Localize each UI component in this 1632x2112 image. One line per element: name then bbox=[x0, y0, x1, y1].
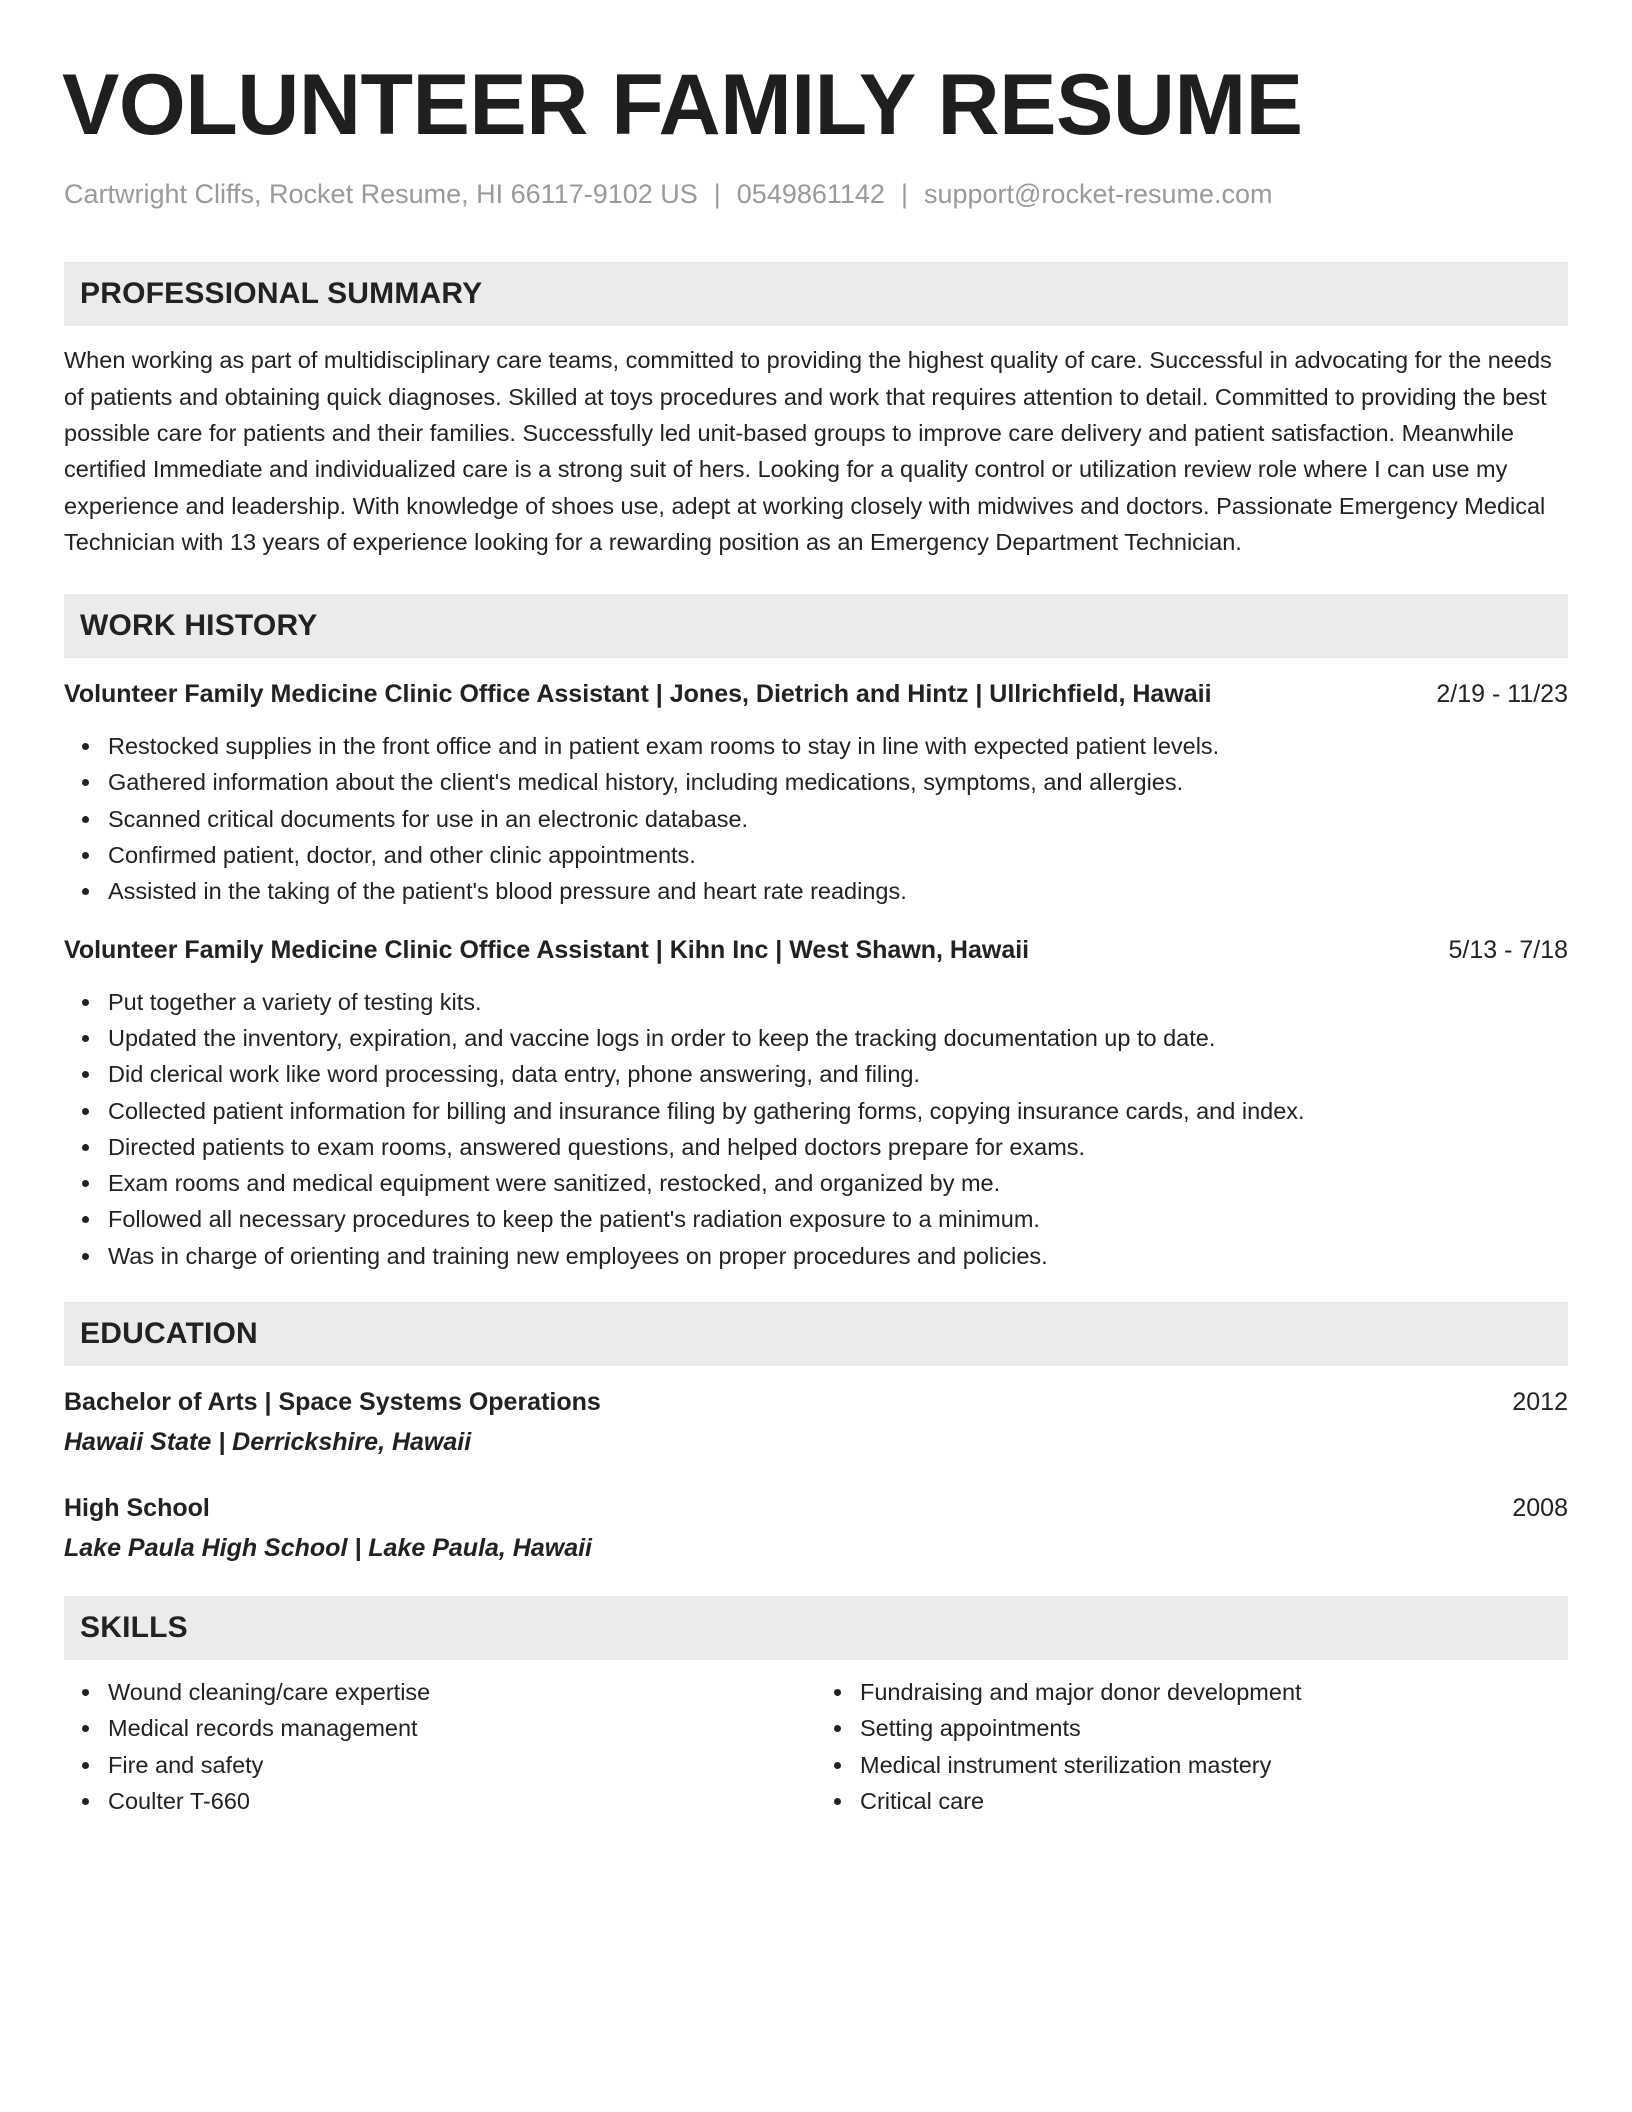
skills-list-right bbox=[816, 1674, 1568, 1819]
job-bullets bbox=[64, 984, 1568, 1274]
job-bullet: Scanned critical documents for use in an electronic database. bbox=[108, 801, 1568, 837]
skill-item: Wound cleaning/care expertise bbox=[108, 1674, 816, 1710]
skills-columns bbox=[64, 1674, 1568, 1819]
job-bullet: Directed patients to exam rooms, answered questions, and helped doctors prepare for exams. bbox=[108, 1129, 1568, 1165]
job-bullets bbox=[64, 728, 1568, 909]
skill-item: Setting appointments bbox=[860, 1710, 1568, 1746]
contact-address: Cartwright Cliffs, Rocket Resume, HI 66117-9102 US bbox=[64, 179, 698, 209]
job-bullet: Restocked supplies in the front office and in patient exam rooms to stay in line with expected patient levels. bbox=[108, 728, 1568, 764]
skill-item: Fire and safety bbox=[108, 1747, 816, 1783]
contact-phone: 0549861142 bbox=[736, 179, 885, 209]
job-title-row bbox=[64, 932, 1568, 968]
job-bullet: Put together a variety of testing kits. bbox=[108, 984, 1568, 1020]
job-dates: 5/13 - 7/18 bbox=[1448, 935, 1568, 964]
job-bullet: Confirmed patient, doctor, and other clinic appointments. bbox=[108, 837, 1568, 873]
skill-item: Medical records management bbox=[108, 1710, 816, 1746]
job-bullet: Gathered information about the client's medical history, including medications, symptoms, and allergies. bbox=[108, 764, 1568, 800]
education-degree-row bbox=[64, 1490, 1568, 1526]
job-dates: 2/19 - 11/23 bbox=[1436, 680, 1568, 709]
job-entry bbox=[64, 676, 1568, 909]
resume-name: VOLUNTEER FAMILY RESUME bbox=[62, 57, 1303, 153]
job-title-row bbox=[64, 676, 1568, 712]
skills-list-left bbox=[64, 1674, 816, 1819]
education-degree-row bbox=[64, 1384, 1568, 1420]
education-entry bbox=[64, 1490, 1568, 1566]
job-bullet: Assisted in the taking of the patient's blood pressure and heart rate readings. bbox=[108, 873, 1568, 909]
contact-line bbox=[64, 178, 1568, 210]
education-year: 2008 bbox=[1512, 1494, 1568, 1523]
job-entry bbox=[64, 932, 1568, 1274]
section-header-summary: PROFESSIONAL SUMMARY bbox=[64, 262, 1568, 326]
education-school: Hawaii State | Derrickshire, Hawaii bbox=[64, 1428, 472, 1457]
education-degree: High School bbox=[64, 1494, 210, 1523]
section-header-education: EDUCATION bbox=[64, 1302, 1568, 1366]
education-entry bbox=[64, 1384, 1568, 1460]
job-bullet: Followed all necessary procedures to keep the patient's radiation exposure to a minimum. bbox=[108, 1201, 1568, 1237]
contact-separator: | bbox=[900, 179, 908, 209]
job-bullet: Updated the inventory, expiration, and vaccine logs in order to keep the tracking documentation up to date. bbox=[108, 1020, 1568, 1056]
education-school: Lake Paula High School | Lake Paula, Hawaii bbox=[64, 1534, 593, 1563]
job-title: Volunteer Family Medicine Clinic Office Assistant | Jones, Dietrich and Hintz | Ullrichfield, Hawaii bbox=[64, 680, 1212, 709]
skill-item: Fundraising and major donor development bbox=[860, 1674, 1568, 1710]
contact-separator: | bbox=[713, 179, 721, 209]
job-bullet: Collected patient information for billing and insurance filing by gathering forms, copying insurance cards, and index. bbox=[108, 1093, 1568, 1129]
skill-item: Coulter T-660 bbox=[108, 1783, 816, 1819]
job-title: Volunteer Family Medicine Clinic Office Assistant | Kihn Inc | West Shawn, Hawaii bbox=[64, 935, 1030, 964]
job-bullet: Exam rooms and medical equipment were sanitized, restocked, and organized by me. bbox=[108, 1165, 1568, 1201]
section-header-work-history: WORK HISTORY bbox=[64, 594, 1568, 658]
section-header-skills: SKILLS bbox=[64, 1596, 1568, 1660]
summary-text: When working as part of multidisciplinary care teams, committed to providing the highest quality of care. Successful in advocating for the needs of patients and obtaining quick diagnoses. Skilled at toys procedures and work that requires attention to detail. Committed to providing the best possible care for patients and their families. Successfully led unit-based groups to improve care delivery and patient satisfaction. Meanwhile certified Immediate and individualized care is a strong suit of hers. Looking for a quality control or utilization review role where I can use my experience and leadership. With knowledge of shoes use, adept at working closely with midwives and doctors. Passionate Emergency Medical Technician with 13 years of experience looking for a rewarding position as an Emergency Department Technician. bbox=[64, 347, 1552, 555]
skill-item: Critical care bbox=[860, 1783, 1568, 1819]
job-bullet: Did clerical work like word processing, data entry, phone answering, and filing. bbox=[108, 1056, 1568, 1092]
education-year: 2012 bbox=[1512, 1388, 1568, 1417]
job-bullet: Was in charge of orienting and training new employees on proper procedures and policies. bbox=[108, 1238, 1568, 1274]
skill-item: Medical instrument sterilization mastery bbox=[860, 1747, 1568, 1783]
contact-email: support@rocket-resume.com bbox=[923, 179, 1273, 209]
education-degree: Bachelor of Arts | Space Systems Operations bbox=[64, 1388, 601, 1417]
